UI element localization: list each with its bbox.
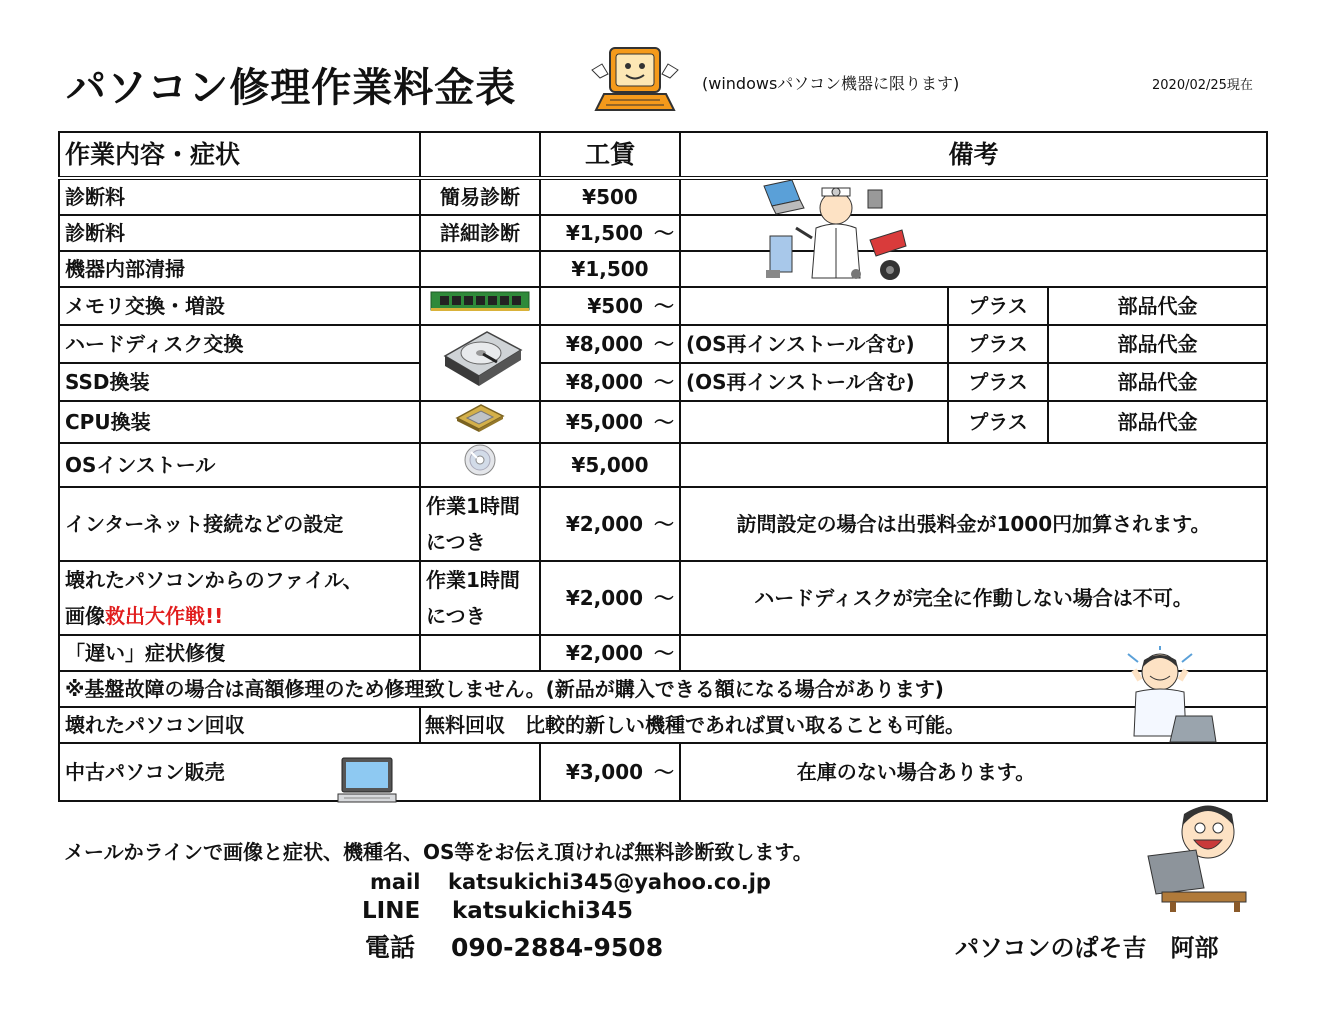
laptop-mascot-icon xyxy=(588,44,684,116)
row-price xyxy=(540,287,680,325)
row-price-value: ¥2,000 xyxy=(565,586,644,610)
sell-item-text: 中古パソコン販売 xyxy=(65,760,225,784)
row-item: 機器内部清掃 xyxy=(59,251,420,287)
row-parts: 部品代金 xyxy=(1048,401,1267,443)
table-row xyxy=(59,251,1267,287)
row-price xyxy=(540,363,680,401)
mail-label: mail xyxy=(370,870,421,894)
row-item: CPU換装 xyxy=(59,401,420,443)
sell-note-text: 在庫のない場合あります。 xyxy=(796,760,1036,784)
row-item: 診断料 xyxy=(59,215,420,251)
row-note: (OS再インストール含む) xyxy=(680,325,948,363)
row-note xyxy=(680,443,1267,487)
row-item: インターネット接続などの設定 xyxy=(59,487,420,561)
row-tilde: 〜 xyxy=(654,586,674,610)
row-sub-line1: 作業1時間 xyxy=(426,568,520,592)
table-row xyxy=(59,487,1267,561)
row-price-value: ¥5,000 xyxy=(571,453,649,477)
date-label: 2020/02/25現在 xyxy=(1152,78,1253,93)
sell-row xyxy=(59,743,1267,801)
table-row xyxy=(59,401,1267,443)
row-price xyxy=(540,561,680,635)
row-plus: プラス xyxy=(948,363,1048,401)
row-item xyxy=(59,561,420,635)
table-row xyxy=(59,443,1267,487)
row-tilde: 〜 xyxy=(654,294,674,318)
row-item: メモリ交換・増設 xyxy=(59,287,420,325)
row-price xyxy=(540,178,680,215)
row-plus: プラス xyxy=(948,325,1048,363)
header-note: 備考 xyxy=(680,132,1267,178)
table-row xyxy=(59,561,1267,635)
row-sub xyxy=(420,487,540,561)
row-image-cell xyxy=(420,401,540,443)
tel-contact xyxy=(365,928,663,964)
row-parts: 部品代金 xyxy=(1048,325,1267,363)
row-price-value: ¥5,000 xyxy=(565,410,644,434)
row-item-line2a: 画像 xyxy=(65,604,105,628)
row-note: 訪問設定の場合は出張料金が1000円加算されます。 xyxy=(680,487,1267,561)
row-item: 診断料 xyxy=(59,178,420,215)
row-price xyxy=(540,443,680,487)
sell-note xyxy=(680,743,1267,801)
row-note xyxy=(680,401,948,443)
worried-person-icon xyxy=(1120,646,1220,744)
hard-disk-icon xyxy=(435,326,525,390)
mail-address[interactable]: katsukichi345@yahoo.co.jp xyxy=(448,870,771,894)
row-price xyxy=(540,635,680,671)
row-price xyxy=(540,401,680,443)
doctor-illustration-icon xyxy=(756,178,920,288)
table-row xyxy=(59,635,1267,671)
sell-price-value: ¥3,000 xyxy=(565,760,644,784)
footer-note: メールかラインで画像と症状、機種名、OS等をお伝え頂ければ無料診断致します。 xyxy=(64,840,813,864)
row-price-value: ¥1,500 xyxy=(565,221,644,245)
row-parts: 部品代金 xyxy=(1048,363,1267,401)
row-price xyxy=(540,251,680,287)
row-sub-line1: 作業1時間 xyxy=(426,494,520,518)
row-tilde: 〜 xyxy=(654,221,674,245)
row-note: ハードディスクが完全に作動しない場合は不可。 xyxy=(680,561,1267,635)
line-id[interactable]: katsukichi345 xyxy=(452,898,633,924)
row-plus: プラス xyxy=(948,287,1048,325)
row-price-value: ¥8,000 xyxy=(565,332,644,356)
fee-table xyxy=(58,131,1268,802)
header-blank xyxy=(420,132,540,178)
tel-number[interactable]: 090-2884-9508 xyxy=(451,933,664,962)
row-item: ハードディスク交換 xyxy=(59,325,420,363)
memory-module-icon xyxy=(430,288,530,314)
subtitle: (windowsパソコン機器に限ります) xyxy=(702,74,960,93)
row-sub: 詳細診断 xyxy=(420,215,540,251)
row-sub xyxy=(420,251,540,287)
row-sub xyxy=(420,635,540,671)
table-header-row xyxy=(59,132,1267,178)
row-price xyxy=(540,487,680,561)
sell-item xyxy=(59,743,540,801)
table-row xyxy=(59,363,1267,401)
row-tilde: 〜 xyxy=(654,512,674,536)
row-sub-line2: につき xyxy=(426,604,486,628)
cd-disc-icon xyxy=(463,444,497,476)
sell-tilde: 〜 xyxy=(654,760,674,784)
row-parts: 部品代金 xyxy=(1048,287,1267,325)
row-image-cell xyxy=(420,443,540,487)
row-price-value: ¥2,000 xyxy=(565,641,644,665)
sell-price xyxy=(540,743,680,801)
smiling-man-laptop-icon xyxy=(1142,796,1252,912)
table-row xyxy=(59,178,1267,215)
row-price-value: ¥500 xyxy=(582,185,638,209)
row-tilde: 〜 xyxy=(654,332,674,356)
line-contact xyxy=(362,898,633,924)
row-price xyxy=(540,215,680,251)
row-image-cell xyxy=(420,325,540,401)
tel-label: 電話 xyxy=(365,933,416,962)
row-tilde: 〜 xyxy=(654,370,674,394)
table-row xyxy=(59,325,1267,363)
row-item: SSD換装 xyxy=(59,363,420,401)
row-price-value: ¥1,500 xyxy=(571,257,649,281)
header-item: 作業内容・症状 xyxy=(59,132,420,178)
row-tilde: 〜 xyxy=(654,410,674,434)
cpu-chip-icon xyxy=(453,402,507,432)
shop-name: パソコンのぱそ吉 阿部 xyxy=(955,934,1219,962)
page-title: パソコン修理作業料金表 xyxy=(66,65,517,111)
row-image-cell xyxy=(420,287,540,325)
table-row xyxy=(59,215,1267,251)
row-price-value: ¥8,000 xyxy=(565,370,644,394)
header-price: 工賃 xyxy=(540,132,680,178)
row-item: OSインストール xyxy=(59,443,420,487)
row-item-highlight: 救出大作戦!! xyxy=(105,604,224,628)
row-note: (OS再インストール含む) xyxy=(680,363,948,401)
row-item: 「遅い」症状修復 xyxy=(59,635,420,671)
row-price xyxy=(540,325,680,363)
row-plus: プラス xyxy=(948,401,1048,443)
notice-row xyxy=(59,671,1267,707)
row-price-value: ¥500 xyxy=(587,294,644,318)
row-item-line1: 壊れたパソコンからのファイル、 xyxy=(65,568,363,592)
mail-contact xyxy=(370,870,771,894)
row-price-value: ¥2,000 xyxy=(565,512,644,536)
row-sub-line2: につき xyxy=(426,530,486,554)
collect-item: 壊れたパソコン回収 xyxy=(59,707,420,743)
row-sub xyxy=(420,561,540,635)
row-tilde: 〜 xyxy=(654,641,674,665)
notice-text: ※基盤故障の場合は高額修理のため修理致しません。(新品が購入できる額になる場合があります) xyxy=(59,671,1267,707)
laptop-icon xyxy=(336,756,398,810)
row-sub: 簡易診断 xyxy=(420,178,540,215)
collect-text: 無料回収 比較的新しい機種であれば買い取ることも可能。 xyxy=(420,707,1267,743)
line-label: LINE xyxy=(362,898,421,924)
collect-row xyxy=(59,707,1267,743)
row-note xyxy=(680,287,948,325)
table-row xyxy=(59,287,1267,325)
